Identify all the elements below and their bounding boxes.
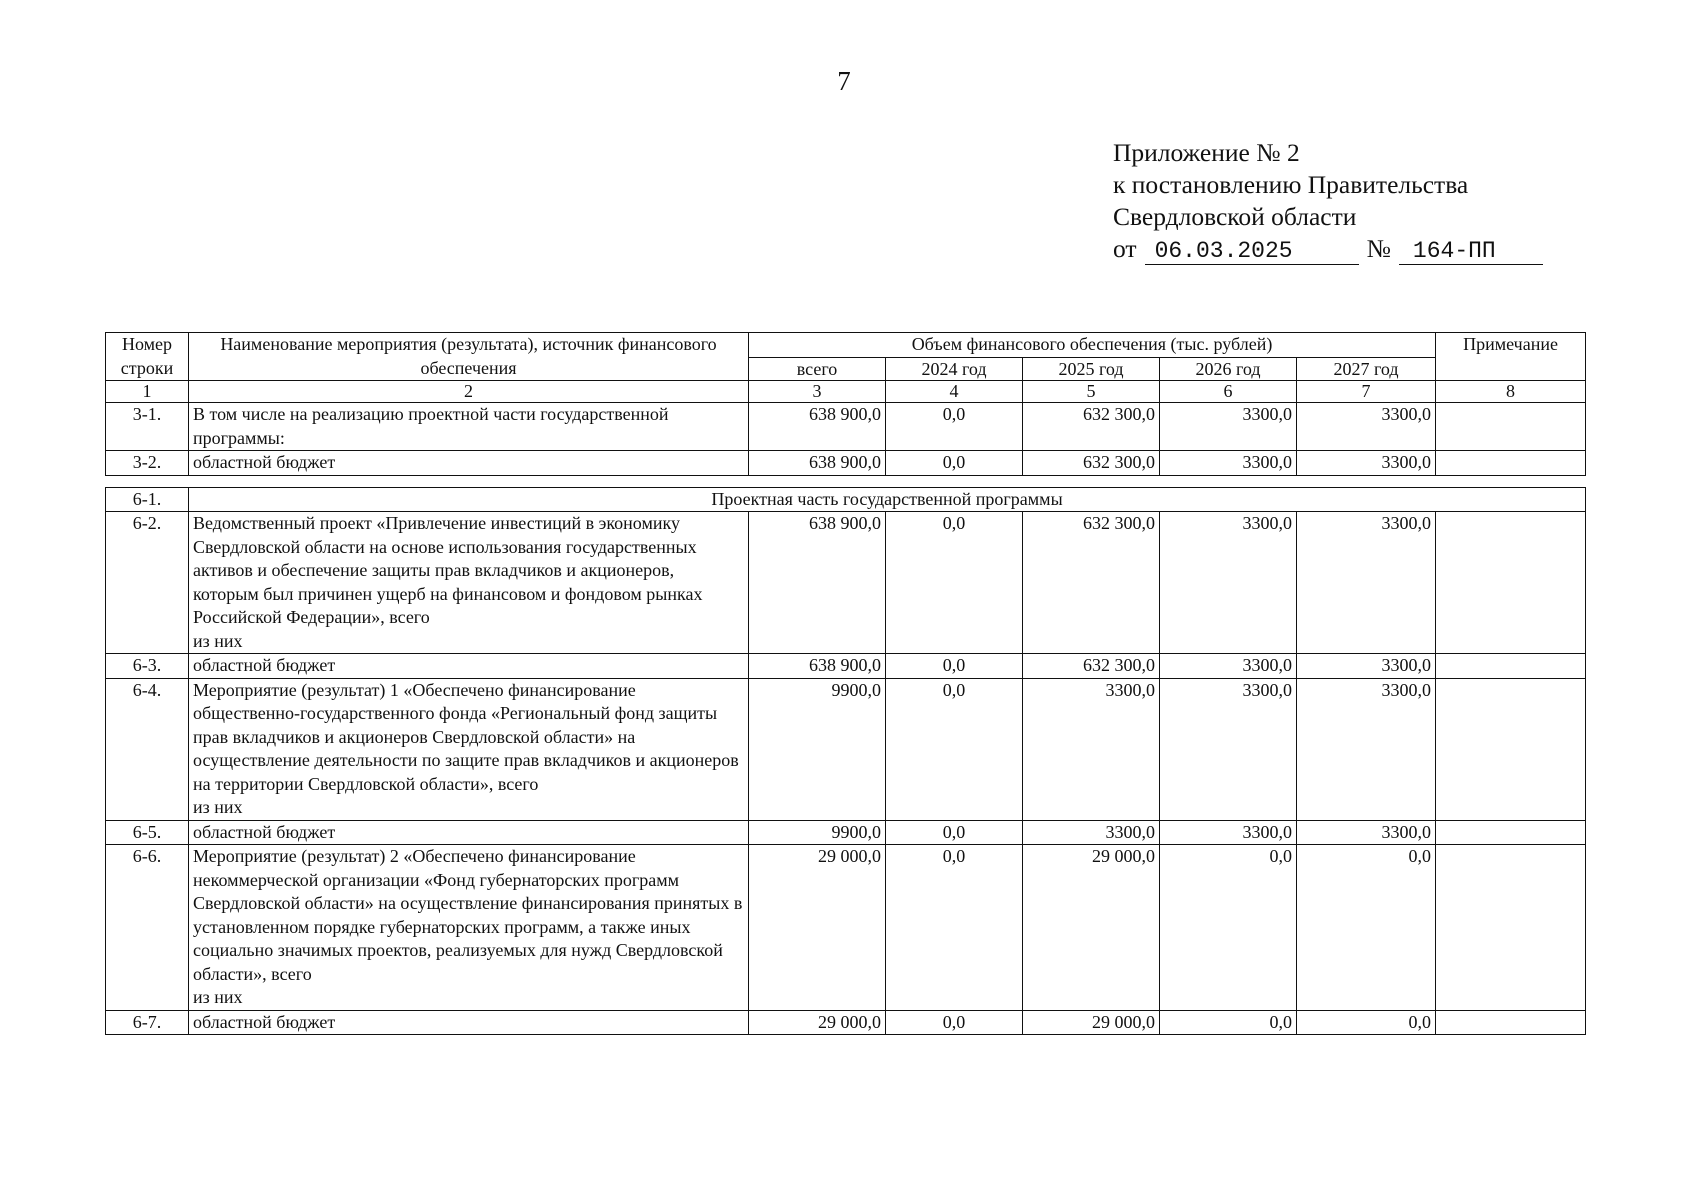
col-index: 5 <box>1023 381 1160 403</box>
value-2025: 29 000,0 <box>1023 1010 1160 1035</box>
resolution-number: 164-ПП <box>1399 238 1543 265</box>
table-row <box>106 451 1586 476</box>
value-note <box>1436 678 1586 820</box>
appendix-block <box>1113 137 1543 265</box>
table-row <box>106 1010 1586 1035</box>
value-note <box>1436 1010 1586 1035</box>
row-name: областной бюджет <box>189 1010 749 1035</box>
value-2026: 3300,0 <box>1160 820 1297 845</box>
value-2026: 3300,0 <box>1160 654 1297 679</box>
value-2027: 0,0 <box>1297 1010 1436 1035</box>
value-2026: 3300,0 <box>1160 403 1297 451</box>
value-note <box>1436 451 1586 476</box>
value-2027: 3300,0 <box>1297 451 1436 476</box>
value-2025: 3300,0 <box>1023 678 1160 820</box>
column-index-row <box>106 381 1586 403</box>
value-2027: 3300,0 <box>1297 403 1436 451</box>
funding-table-main <box>105 487 1586 1035</box>
header-funding: Объем финансового обеспечения (тыс. рублей) <box>749 333 1436 358</box>
value-2026: 0,0 <box>1160 845 1297 1011</box>
value-2027: 3300,0 <box>1297 820 1436 845</box>
col-index: 3 <box>749 381 886 403</box>
table-row <box>106 654 1586 679</box>
value-2027: 3300,0 <box>1297 512 1436 654</box>
row-name <box>189 512 749 654</box>
value-total: 29 000,0 <box>749 845 886 1011</box>
header-2024: 2024 год <box>886 357 1023 380</box>
appendix-date-line <box>1113 233 1543 265</box>
value-note <box>1436 654 1586 679</box>
value-2024: 0,0 <box>886 512 1023 654</box>
section-row <box>106 488 1586 512</box>
row-number: 6-7. <box>106 1010 189 1035</box>
value-2027: 3300,0 <box>1297 678 1436 820</box>
row-number: 6-5. <box>106 820 189 845</box>
value-2024: 0,0 <box>886 820 1023 845</box>
value-note <box>1436 845 1586 1011</box>
row-number: 6-3. <box>106 654 189 679</box>
col-index: 4 <box>886 381 1023 403</box>
value-2024: 0,0 <box>886 654 1023 679</box>
row-name-text: Ведомственный проект «Привлечение инвестиций в экономику Свердловской области на основе использования государственных активов и обеспечение защиты прав вкладчиков и акционеров, которым был причинен ущерб на финансовом и фондовом рынках Российской Федерации», всего <box>193 513 703 627</box>
value-2024: 0,0 <box>886 1010 1023 1035</box>
row-number: 6-2. <box>106 512 189 654</box>
header-2025: 2025 год <box>1023 357 1160 380</box>
number-label: № <box>1366 234 1391 263</box>
row-name: областной бюджет <box>189 820 749 845</box>
value-2027: 0,0 <box>1297 845 1436 1011</box>
table-row <box>106 512 1586 654</box>
value-total: 638 900,0 <box>749 512 886 654</box>
table-row <box>106 820 1586 845</box>
row-name-text: Мероприятие (результат) 2 «Обеспечено финансирование некоммерческой организации «Фонд губернаторских программ Свердловской области» на осуществление финансирования принятых в установленном порядке губернаторских программ, а также иных социально значимых проектов, реализуемых для нужд Свердловской области», всего <box>193 846 743 984</box>
value-2026: 3300,0 <box>1160 512 1297 654</box>
value-2026: 3300,0 <box>1160 451 1297 476</box>
row-name <box>189 678 749 820</box>
row-name: областной бюджет <box>189 451 749 476</box>
row-name-sub: из них <box>193 630 243 651</box>
row-name-sub: из них <box>193 987 243 1007</box>
value-total: 638 900,0 <box>749 403 886 451</box>
header-row-no: Номер строки <box>106 333 189 381</box>
value-2024: 0,0 <box>886 678 1023 820</box>
row-number: 3-2. <box>106 451 189 476</box>
value-2025: 29 000,0 <box>1023 845 1160 1011</box>
value-total: 9900,0 <box>749 678 886 820</box>
header-2026: 2026 год <box>1160 357 1297 380</box>
header-2027: 2027 год <box>1297 357 1436 380</box>
section-title: Проектная часть государственной программы <box>189 488 1586 512</box>
table-row <box>106 678 1586 820</box>
value-2024: 0,0 <box>886 845 1023 1011</box>
row-name: В том числе на реализацию проектной части государственной программы: <box>189 403 749 451</box>
value-2025: 632 300,0 <box>1023 403 1160 451</box>
appendix-resolution: к постановлению Правительства <box>1113 170 1469 199</box>
table-row <box>106 845 1586 1011</box>
appendix-region: Свердловской области <box>1113 202 1357 231</box>
value-2025: 632 300,0 <box>1023 451 1160 476</box>
col-index: 2 <box>189 381 749 403</box>
col-index: 7 <box>1297 381 1436 403</box>
header-note: Примечание <box>1436 333 1586 381</box>
from-label: от <box>1113 234 1137 263</box>
header-name: Наименование мероприятия (результата), источник финансового обеспечения <box>189 333 749 381</box>
col-index: 8 <box>1436 381 1586 403</box>
value-2026: 3300,0 <box>1160 678 1297 820</box>
value-note <box>1436 820 1586 845</box>
table-row <box>106 403 1586 451</box>
row-name: областной бюджет <box>189 654 749 679</box>
value-total: 638 900,0 <box>749 654 886 679</box>
appendix-title: Приложение № 2 <box>1113 138 1300 167</box>
value-2025: 632 300,0 <box>1023 512 1160 654</box>
row-number: 6-1. <box>106 488 189 512</box>
row-number: 6-6. <box>106 845 189 1011</box>
row-name-sub: из них <box>193 797 243 817</box>
value-total: 638 900,0 <box>749 451 886 476</box>
row-number: 6-4. <box>106 678 189 820</box>
col-index: 1 <box>106 381 189 403</box>
row-number: 3-1. <box>106 403 189 451</box>
value-2025: 3300,0 <box>1023 820 1160 845</box>
funding-table-top <box>105 332 1586 476</box>
value-2025: 632 300,0 <box>1023 654 1160 679</box>
value-2024: 0,0 <box>886 403 1023 451</box>
value-note <box>1436 512 1586 654</box>
value-total: 29 000,0 <box>749 1010 886 1035</box>
value-total: 9900,0 <box>749 820 886 845</box>
resolution-date: 06.03.2025 <box>1145 238 1359 265</box>
row-name-text: Мероприятие (результат) 1 «Обеспечено финансирование общественно-государственного фонда «Региональный фонд защиты прав вкладчиков и акционеров Свердловской области» на осуществление деятельности по защите прав вкладчиков и акционеров на территории Свердловской области», всего <box>193 679 739 794</box>
header-row <box>106 333 1586 358</box>
row-name <box>189 845 749 1011</box>
header-total: всего <box>749 357 886 380</box>
col-index: 6 <box>1160 381 1297 403</box>
value-2027: 3300,0 <box>1297 654 1436 679</box>
page-number: 7 <box>837 66 851 96</box>
value-2026: 0,0 <box>1160 1010 1297 1035</box>
value-2024: 0,0 <box>886 451 1023 476</box>
value-note <box>1436 403 1586 451</box>
